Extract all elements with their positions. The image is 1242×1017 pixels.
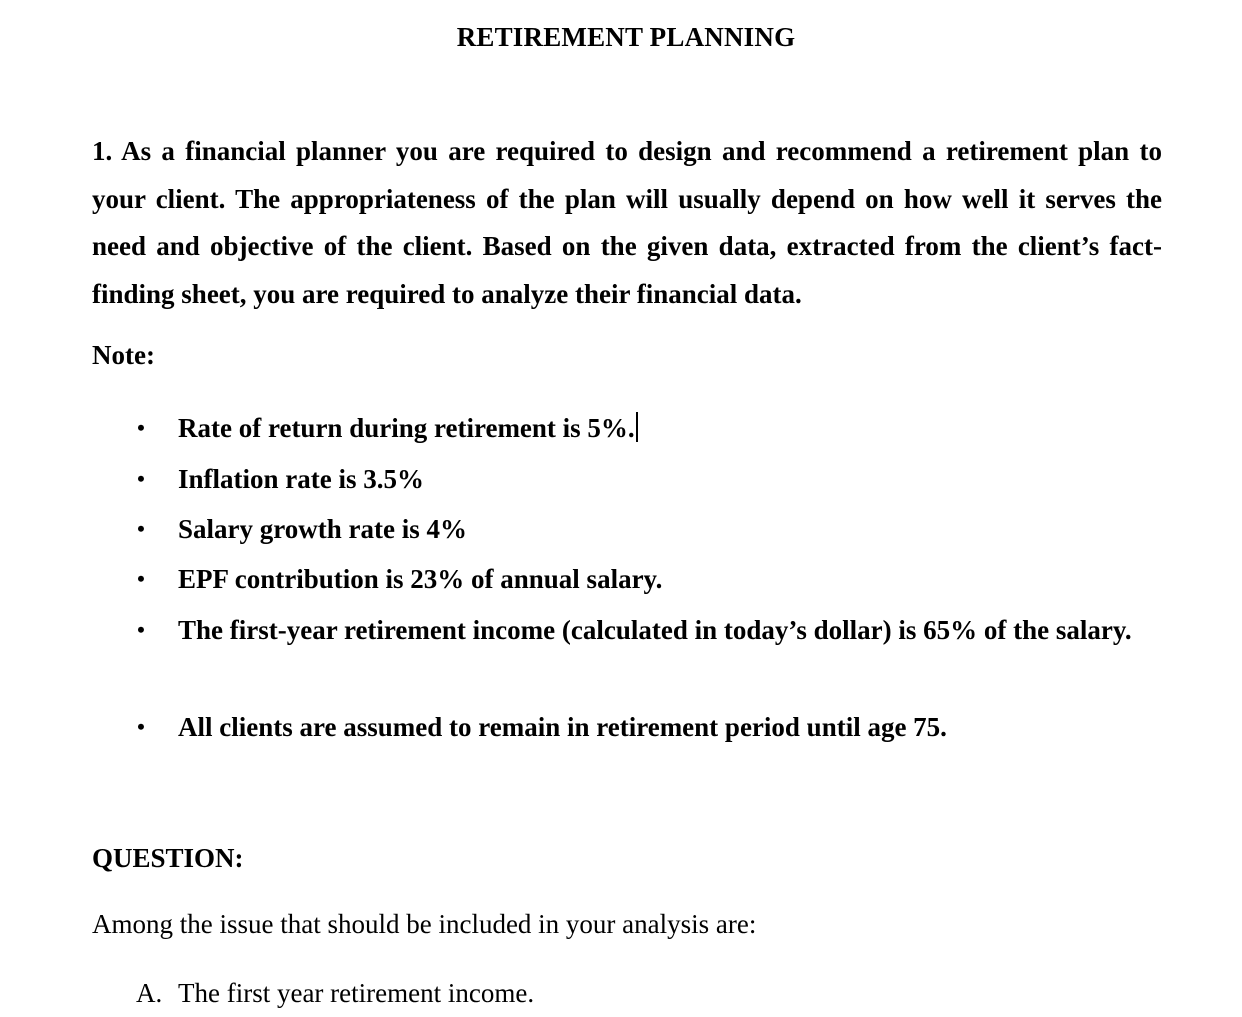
bullet-icon: • [137,714,145,739]
note-text: Inflation rate is 3.5% [178,464,424,494]
page-title: RETIREMENT PLANNING [456,22,796,52]
bullet-icon: • [137,415,145,440]
bullet-icon: • [137,617,145,642]
bullet-icon: • [137,566,145,591]
note-text: All clients are assumed to remain in retirement period until age 75. [178,712,947,742]
bullet-icon: • [137,466,145,491]
question-item-text: The first year retirement income. [178,978,535,1008]
note-text: The first-year retirement income (calculated in today’s dollar) is 65% of the salary. [178,615,1132,645]
question-item-letter: A. [136,978,163,1008]
intro-paragraph[interactable]: 1. As a financial planner you are required to design and recommend a retirement plan to your client. The appropriateness of the plan will usually depend on how well it serves the need and objective of the client. Based on the given data, extracted from the client’s fact-finding sheet, you are required to analyze their financial data. [92,136,1162,309]
note-text: Salary growth rate is 4% [178,514,467,544]
note-text: Rate of return during retirement is 5%. [178,413,635,443]
question-intro[interactable]: Among the issue that should be included in your analysis are: [92,909,757,939]
text-cursor [636,412,638,442]
note-label: Note: [92,340,155,370]
bullet-icon: • [137,516,145,541]
question-label: QUESTION: [92,843,244,873]
note-text: EPF contribution is 23% of annual salary. [178,564,663,594]
